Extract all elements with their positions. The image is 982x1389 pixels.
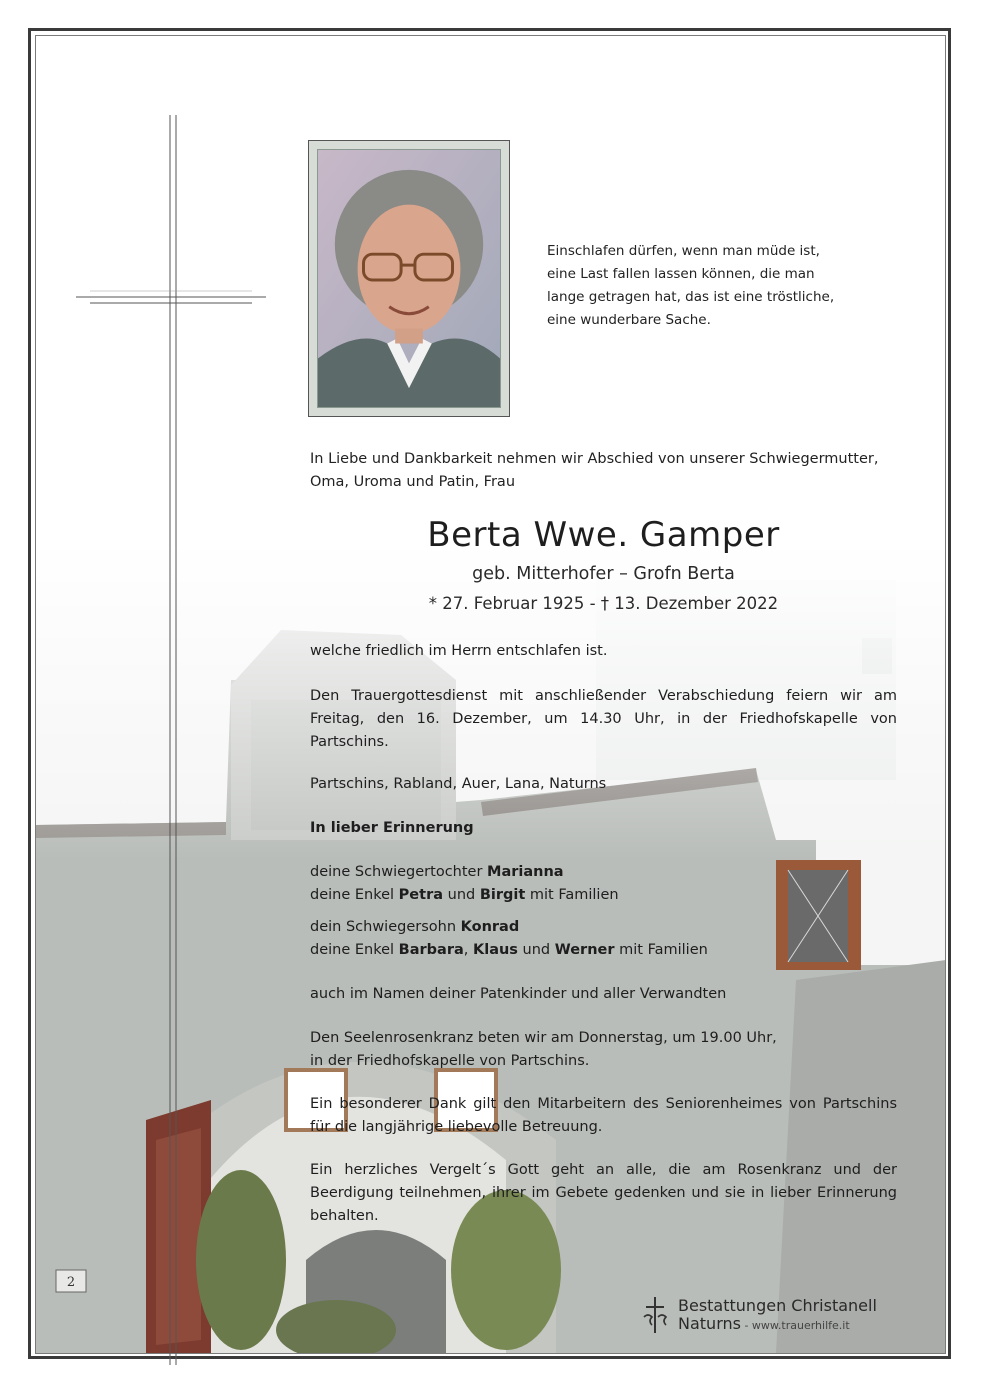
funeral-home-website[interactable]: - www.trauerhilfe.it [740, 1319, 850, 1332]
portrait-photo [317, 149, 501, 408]
family-text: und [443, 887, 480, 903]
family-text: deine Enkel [310, 942, 399, 958]
family-group-1 [310, 861, 897, 907]
deceased-dates: * 27. Februar 1925 - † 13. Dezember 2022 [428, 594, 779, 613]
funeral-home-town: Naturns [678, 1314, 741, 1333]
family-text: mit Familien [614, 942, 708, 958]
family-line [310, 916, 897, 939]
intro-line: In Liebe und Dankbarkeit nehmen wir Abschied von unserer Schwiegermutter, [310, 451, 879, 467]
funeral-home-location [678, 1314, 850, 1333]
funeral-home-logo-icon [640, 1295, 670, 1335]
family-name: Petra [398, 887, 444, 903]
family-line [310, 884, 897, 907]
house-number: 2 [66, 1275, 76, 1290]
family-text: , [463, 942, 473, 958]
funeral-home-name: Bestattungen Christanell [678, 1296, 877, 1315]
deceased-name: Berta Wwe. Gamper [427, 515, 780, 555]
family-name: Birgit [479, 887, 526, 903]
family-line [310, 939, 897, 962]
quote-line: lange getragen hat, das ist eine tröstliche, [547, 289, 835, 305]
rosary-text [310, 1027, 897, 1073]
memory-heading: In lieber Erinnerung [310, 820, 474, 836]
family-name: Werner [554, 942, 615, 958]
family-text: deine Schwiegertochter [310, 864, 488, 880]
family-text: mit Familien [525, 887, 619, 903]
passed-text: welche friedlich im Herrn entschlafen ist. [310, 643, 608, 659]
cross-icon [76, 115, 266, 1365]
relatives-text: auch im Namen deiner Patenkinder und aller Verwandten [310, 986, 727, 1002]
rosary-line: in der Friedhofskapelle von Partschins. [310, 1053, 590, 1069]
family-name: Barbara [398, 942, 464, 958]
thanks-text: Ein besonderer Dank gilt den Mitarbeitern des Seniorenheimes von Partschins für die langjährige liebevolle Betreuung. [310, 1096, 897, 1135]
intro-line: Oma, Uroma und Patin, Frau [310, 474, 516, 490]
family-name: Klaus [472, 942, 518, 958]
family-text: dein Schwiegersohn [310, 919, 461, 935]
rosary-line: Den Seelenrosenkranz beten wir am Donnerstag, um 19.00 Uhr, [310, 1030, 777, 1046]
portrait-photo-frame [308, 140, 510, 417]
memorial-quote [547, 240, 867, 332]
quote-line: eine wunderbare Sache. [547, 312, 711, 328]
family-group-2 [310, 916, 897, 962]
family-text: deine Enkel [310, 887, 399, 903]
family-name: Marianna [487, 864, 564, 880]
intro-text [310, 448, 910, 494]
funeral-service-text: Den Trauergottesdienst mit anschließender Verabschiedung feiern wir am Freitag, den 16. Dezember, um 14.30 Uhr, in der Friedhofskapelle von Partschins. [310, 688, 897, 750]
family-line [310, 861, 897, 884]
gratitude-text: Ein herzliches Vergelt´s Gott geht an alle, die am Rosenkranz und der Beerdigung teilnehmen, ihrer im Gebete gedenken und sie in lieber Erinnerung behalten. [310, 1162, 897, 1224]
deceased-born-name: geb. Mitterhofer – Grofn Berta [472, 564, 735, 584]
quote-line: eine Last fallen lassen können, die man [547, 266, 815, 282]
family-text: und [517, 942, 555, 958]
quote-line: Einschlafen dürfen, wenn man müde ist, [547, 243, 820, 259]
places-text: Partschins, Rabland, Auer, Lana, Naturns [310, 776, 607, 792]
family-name: Konrad [460, 919, 520, 935]
